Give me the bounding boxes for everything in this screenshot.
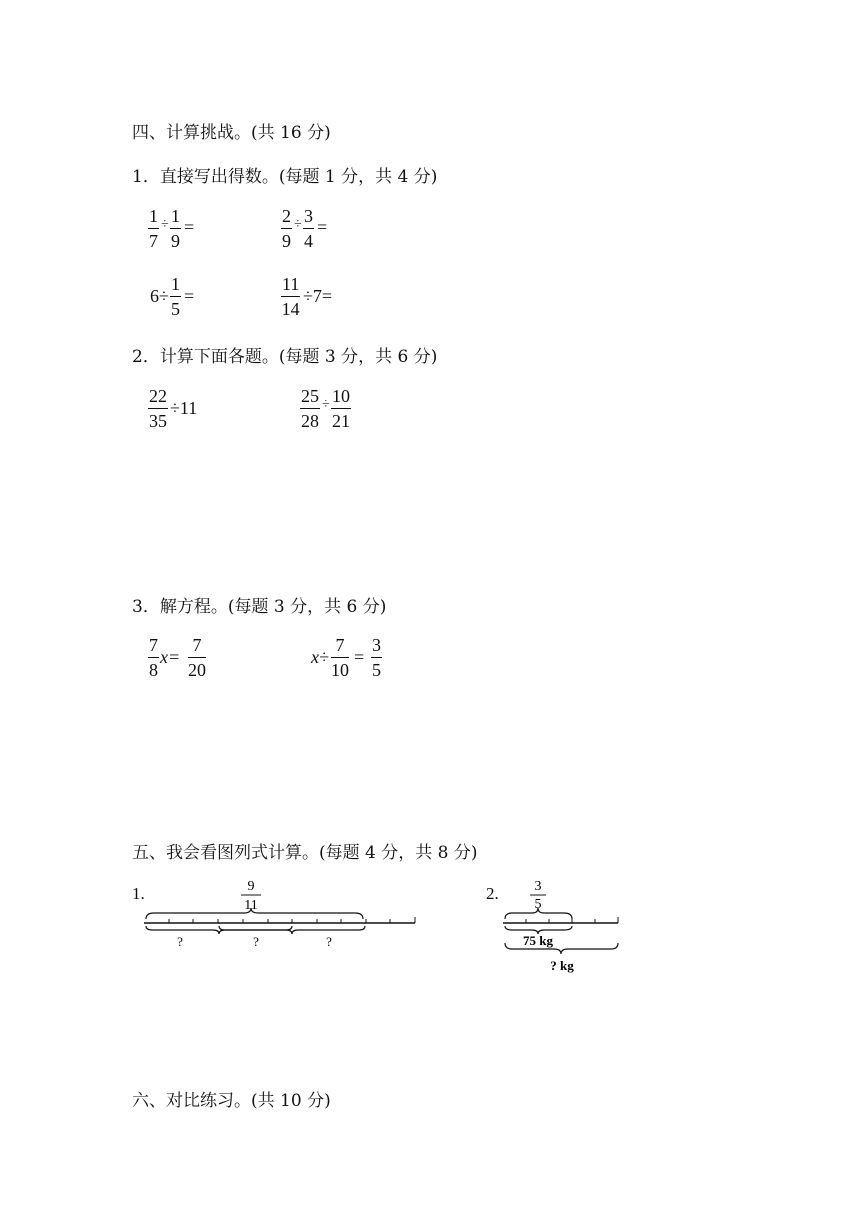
known-weight: 75 kg (523, 933, 553, 948)
fraction-denominator: 5 (534, 897, 542, 912)
denominator: 4 (304, 231, 313, 251)
denominator: 8 (149, 660, 158, 680)
equation-text: x= (160, 647, 181, 667)
q3-title: 3．解方程。(每题 3 分，共 6 分) (132, 597, 387, 617)
unknown-part-3: ? (326, 934, 332, 949)
equation-text: x÷ (311, 647, 329, 667)
numerator: 7 (331, 636, 349, 658)
total-brace (505, 943, 618, 954)
numerator: 7 (188, 636, 206, 658)
fraction (148, 387, 168, 430)
expression-text: ÷7= (303, 286, 333, 306)
divide-sign: ÷ (322, 397, 330, 412)
denominator: 9 (171, 231, 180, 251)
unknown-part-1: ? (177, 934, 183, 949)
section5-title: 五、我会看图列式计算。(每题 4 分，共 8 分) (132, 843, 478, 863)
numerator: 11 (281, 275, 300, 297)
equals-sign: = (184, 286, 195, 306)
fraction-numerator: 9 (247, 879, 255, 894)
q1-title: 1．直接写出得数。(每题 1 分，共 4 分) (132, 167, 438, 187)
figure1-line-diagram (140, 873, 425, 953)
numerator: 25 (300, 387, 320, 409)
denominator: 9 (282, 231, 291, 251)
denominator: 14 (281, 299, 300, 319)
numerator: 1 (148, 207, 159, 229)
denominator: 5 (372, 660, 381, 680)
equals-sign: = (184, 217, 195, 237)
numerator: 3 (303, 207, 314, 229)
numerator: 10 (331, 387, 351, 409)
fraction (148, 636, 159, 679)
divide-sign: ÷ (294, 217, 302, 232)
denominator: 10 (331, 660, 349, 680)
fraction (148, 207, 159, 250)
denominator: 20 (188, 660, 206, 680)
section4-title: 四、计算挑战。(共 16 分) (132, 123, 331, 143)
numerator: 3 (371, 636, 382, 658)
denominator: 35 (149, 411, 167, 431)
equals-sign: = (354, 647, 365, 667)
fraction (331, 387, 351, 430)
figure2-label: 2. (486, 884, 499, 903)
divide-sign: ÷ (161, 217, 169, 232)
numerator: 1 (170, 207, 181, 229)
denominator: 7 (149, 231, 158, 251)
unknown-weight: ? kg (550, 958, 574, 973)
top-brace (505, 908, 572, 919)
fraction (371, 636, 382, 679)
fraction (300, 387, 320, 430)
equals-sign: = (317, 217, 328, 237)
fraction-numerator: 3 (534, 879, 542, 894)
denominator: 21 (332, 411, 350, 431)
unknown-part-2: ? (253, 934, 259, 949)
denominator: 28 (301, 411, 319, 431)
fraction (170, 275, 181, 318)
numerator: 22 (148, 387, 168, 409)
expression-text: ÷11 (170, 398, 198, 418)
numerator: 1 (170, 275, 181, 297)
fraction (331, 636, 349, 679)
section6-title: 六、对比练习。(共 10 分) (132, 1091, 331, 1111)
expression-text: 6÷ (150, 286, 169, 306)
fraction (303, 207, 314, 250)
figure1-label: 1. (132, 884, 145, 903)
fraction (170, 207, 181, 250)
q2-title: 2．计算下面各题。(每题 3 分，共 6 分) (132, 347, 438, 367)
fraction (188, 636, 206, 679)
numerator: 7 (148, 636, 159, 658)
denominator: 5 (171, 299, 180, 319)
fraction (281, 275, 300, 318)
fraction-denominator: 11 (244, 898, 258, 913)
numerator: 2 (281, 207, 292, 229)
figure2-line-diagram (500, 873, 625, 983)
fraction (281, 207, 292, 250)
